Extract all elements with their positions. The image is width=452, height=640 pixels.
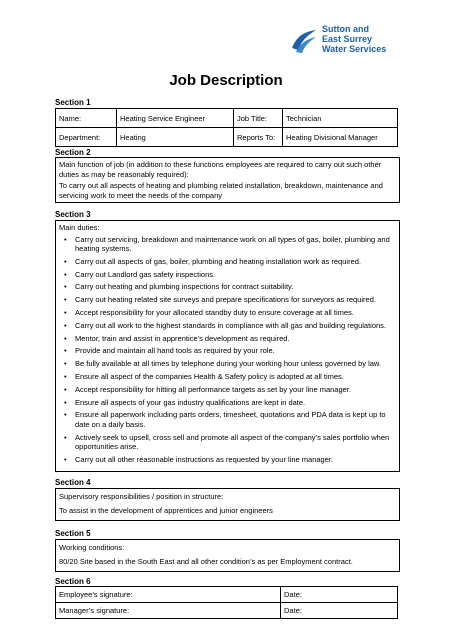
job-title-value: Technician [283,109,398,128]
list-item: • Ensure all paperwork including parts orders, timesheet, quotations and PDA data is kept up to date on a daily basis. [75,410,396,429]
section-2-label: Section 2 [55,148,91,157]
manager-signature-field[interactable]: Manager’s signature: [56,603,281,619]
table-row [56,128,398,147]
list-item: • Accept responsibility for hitting all performance targets as set by your line manager. [75,385,396,395]
logo-line-2: East Surrey [322,34,373,44]
section-5-box [55,539,400,572]
list-item: • Carry out heating and plumbing inspections for contract suitability. [75,282,396,292]
list-item: • Actively seek to upsell, cross sell and promote all aspect of the company’s sales portfolio when opportunities arise. [75,433,396,452]
list-item: • Provide and maintain all hand tools as required by your role. [75,346,396,356]
list-item: • Accept responsibility for your allocated standby duty to ensure coverage at all times. [75,308,396,318]
page-title: Job Description [169,72,283,89]
list-item: • Carry out all other reasonable instructions as requested by your line manager. [75,455,396,465]
reports-to-value: Heating Divisional Manager [283,128,398,147]
list-item: • Mentor, train and assist in apprentice’s development as required. [75,334,396,344]
list-item: • Be fully available at all times by telephone during your working hour unless governed by law. [75,359,396,369]
list-item: • Carry out Landlord gas safety inspections. [75,270,396,280]
list-item: • Carry out heating related site surveys and prepare specifications for surveyors as required. [75,295,396,305]
name-label: Name: [56,109,117,128]
manager-date-field[interactable]: Date: [281,603,398,619]
main-function-body: To carry out all aspects of heating and plumbing related installation, breakdown, maintenance and servicing work to meet the needs of the company [59,181,383,200]
employee-signature-field[interactable]: Employee’s signature: [56,587,281,603]
list-item: • Carry out all work to the highest standards in compliance with all gas and building regulations. [75,321,396,331]
logo-line-3: Water Services [322,44,387,54]
employee-date-field[interactable]: Date: [281,587,398,603]
list-item: • Carry out servicing, breakdown and maintenance work on all types of gas, boiler, plumbing and heating systems. [75,235,396,254]
reports-to-label: Reports To: [234,128,283,147]
name-value: Heating Service Engineer [117,109,234,128]
section-4-label: Section 4 [55,478,91,487]
list-item: • Ensure all aspect of the companies Health & Safety policy is adopted at all times. [75,372,396,382]
table-row [56,587,398,603]
signature-table [55,586,398,619]
section-5-label: Section 5 [55,529,91,538]
department-value: Heating [117,128,234,147]
list-item: • Carry out all aspects of gas, boiler, plumbing and heating installation work as required. [75,257,396,267]
logo-line-1: Sutton and [322,24,369,34]
supervisory-heading: Supervisory responsibilities / position in structure: [59,492,224,501]
table-row [56,603,398,619]
section-3-box [55,220,400,472]
logo-wordmark [322,24,386,54]
section-6-label: Section 6 [55,577,91,586]
section-4-box [55,488,400,521]
section-2-box [55,157,400,203]
list-item: • Ensure all aspects of your gas industry qualifications are kept in date. [75,398,396,408]
water-wave-icon [290,28,318,54]
section-1-table [55,108,398,147]
working-conditions-heading: Working conditions: [59,543,125,552]
company-logo [290,24,410,64]
supervisory-body: To assist in the development of apprentices and junior engineers [59,506,273,515]
section-1-label: Section 1 [55,98,91,107]
main-function-heading: Main function of job (in addition to these functions employees are required to carry out such other duties as may be reasonably required): [59,160,382,179]
section-3-label: Section 3 [55,210,91,219]
job-title-label: Job Title: [234,109,283,128]
main-duties-heading: Main duties: [59,223,100,232]
department-label: Department: [56,128,117,147]
table-row [56,109,398,128]
duties-list [59,235,396,465]
working-conditions-body: 80/20 Site based in the South East and all other condition’s as per Employment contract. [59,557,353,566]
